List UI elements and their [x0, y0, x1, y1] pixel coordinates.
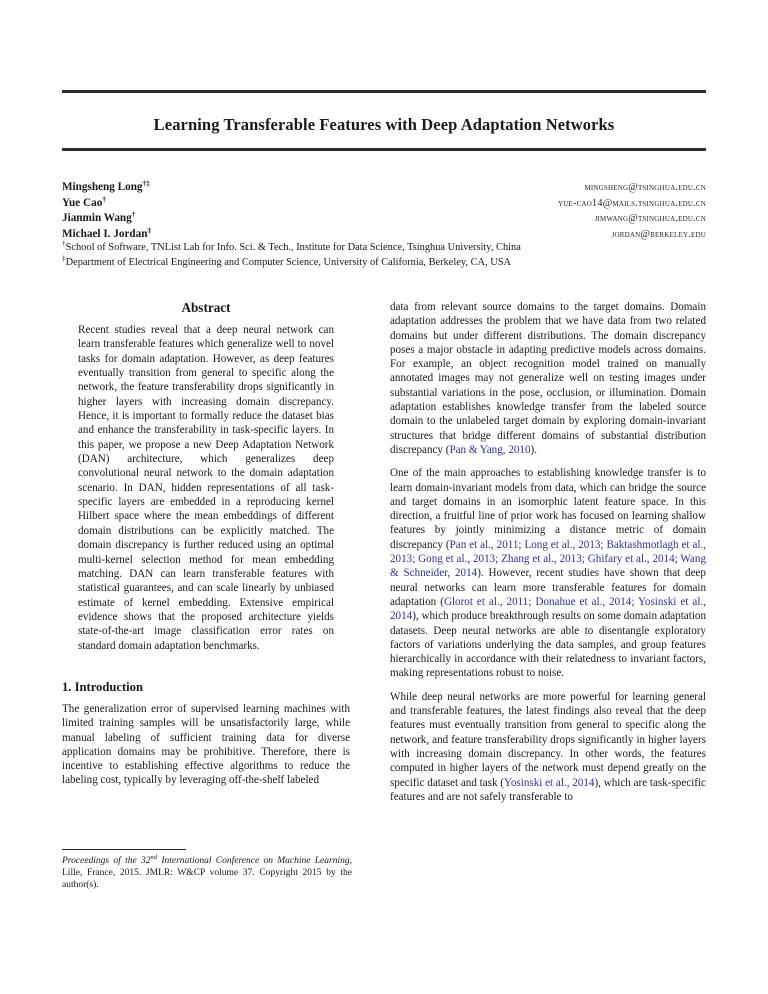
paragraph-text: One of the main approaches to establishing knowledge transfer is to learn domain-invariant models from data, which can bridge the source and target domains in an isomorphic latent feature space. In this direction, a fruitful line of prior work has focused on learning shallow features by jointly minimizing a distance metric of domain discrepancy (: [390, 467, 706, 551]
page-title: Learning Transferable Features with Deep Adaptation Networks: [153, 115, 615, 135]
left-column: [62, 300, 350, 788]
author-email: yue-cao14@mails.tsinghua.edu.cn: [558, 197, 706, 209]
footnote-ordinal: 32: [140, 856, 151, 866]
author-name: Mingsheng Long†‡: [62, 179, 150, 193]
author-email: jordan@berkeley.edu: [611, 228, 706, 240]
author-name: Yue Cao†: [62, 194, 106, 209]
affiliation-text: School of Software, TNList Lab for Info. Sci. & Tech., Institute for Data Science, Tsinghua University, China: [65, 242, 521, 253]
paragraph-text: ), which are task-specific features and are not safely transferable to: [390, 776, 706, 803]
author-name: Jianmin Wang†: [62, 210, 136, 225]
title-rule-bottom: [62, 148, 706, 151]
paragraph: [390, 690, 706, 804]
affiliation-block: [62, 241, 722, 270]
paragraph-text: ). However, recent studies have shown that deep neural networks can learn more transferable features for domain adaptation (: [390, 567, 706, 608]
paragraph-text: data from relevant source domains to the target domains. Domain adaptation addresses the problem that we have data from two related domains but under different distributions. The domain discrepancy poses a major obstacle in adapting predictive models across domains. For example, an object recognition model trained on manually annotated images may not generalize well on testing images under substantial variations in the pose, occlusion, or illumination. Domain adaptation establishes knowledge transfer from the labeled source domain to the unlabeled target domain by exploring domain-invariant structures that bridge different domains of substantial distribution discrepancy (: [390, 301, 706, 456]
paragraph: The generalization error of supervised learning machines with limited training samples will be unsatisfactorily large, while manual labeling of sufficient training data for diverse application domains may be prohibitive. Therefore, there is incentive to establishing effective algorithms to reduce the labeling cost, typically by leveraging off-the-shelf labeled: [62, 702, 350, 787]
author-affiliation-mark: †: [131, 210, 136, 219]
affiliation-text: Department of Electrical Engineering and Computer Science, University of California, Berkeley, CA, USA: [65, 256, 512, 268]
author-email: mingsheng@tsinghua.edu.cn: [584, 182, 706, 193]
author-name: Michael I. Jordan‡: [62, 226, 152, 240]
author-row: [62, 211, 706, 227]
affiliation-line: [62, 241, 722, 256]
footnote-ordinal-suffix: nd: [150, 853, 158, 861]
citation-link[interactable]: Pan et al., 2011; Long et al., 2013; Baktashmotlagh et al., 2013; Gong et al., 2013; Zhang et al., 2013; Ghifary et al., 2014; Wang & Schneider, 2014: [390, 538, 706, 580]
footnote-details: , Lille, France, 2015. JMLR: W&CP volume 37. Copyright 2015 by the author(s).: [62, 856, 352, 891]
footnote-conference-name: International Conference on Machine Learning: [161, 856, 350, 866]
paragraph-text: While deep neural networks are more powerful for learning general and transferable features, the latest findings also reveal that the deep features must eventually transition from general to specific along the network, and feature transferability drops significantly in higher layers with increasing domain discrepancy. In other words, the features computed in higher layers of the network must depend greatly on the specific dataset and task (: [390, 690, 706, 789]
abstract-heading: Abstract: [181, 300, 231, 315]
author-affiliation-mark: †: [102, 194, 106, 203]
abstract-text: Recent studies reveal that a deep neural network can learn transferable features which generalize well to novel tasks for domain adaptation. However, as deep features eventually transition from general to specific along the network, the feature transferability drops significantly in higher layers with increasing domain discrepancy. Hence, it is important to formally reduce the dataset bias and enhance the transferability in task-specific layers. In this paper, we propose a new Deep Adaptation Network (DAN) architecture, which generalizes deep convolutional neural network to the domain adaptation scenario. In DAN, hidden representations of all task-specific layers are embedded in a reproducing kernel Hilbert space where the mean embeddings of different domain distributions can be explicitly matched. The domain discrepancy is further reduced using an optimal multi-kernel selection method for mean embedding matching. DAN can learn transferable features with statistical guarantees, and can scale linearly by unbiased estimate of kernel embedding. Extensive empirical evidence shows that the proposed architecture yields state-of-the-art image classification error rates on standard domain adaptation benchmarks.: [78, 324, 334, 652]
author-row: [62, 196, 706, 212]
paragraph-text: ), which produce breakthrough results on some domain adaptation datasets. Deep neural networks are able to disentangle exploratory factors of variations underlying the data samples, and group features hierarchically in accordance with their relatedness to invariant factors, making representations robust to noise.: [390, 610, 706, 680]
footnote-proceedings-label: Proceedings of the: [62, 856, 137, 866]
author-row: [62, 180, 706, 196]
right-column: [390, 300, 706, 804]
title-rule-top: [62, 90, 706, 93]
paragraph-text: ).: [530, 443, 537, 456]
citation-link[interactable]: Yosinski et al., 2014: [504, 776, 595, 789]
author-block: [62, 180, 706, 242]
affiliation-mark: †: [62, 239, 66, 248]
affiliation-line: [62, 256, 722, 271]
author-affiliation-mark: †‡: [142, 179, 150, 188]
citation-link[interactable]: Pan & Yang, 2010: [449, 443, 531, 456]
affiliation-mark: ‡: [62, 254, 66, 263]
paragraph: [390, 466, 706, 680]
author-affiliation-mark: ‡: [147, 226, 152, 235]
section-heading-introduction: 1. Introduction: [62, 679, 143, 694]
citation-link[interactable]: Glorot et al., 2011; Donahue et al., 2014; Yosinski et al., 2014: [390, 595, 706, 623]
paragraph: [390, 300, 706, 457]
footnote-rule: [62, 849, 186, 850]
author-email: jimwang@tsinghua.edu.cn: [594, 213, 706, 225]
footnote: [62, 855, 352, 892]
